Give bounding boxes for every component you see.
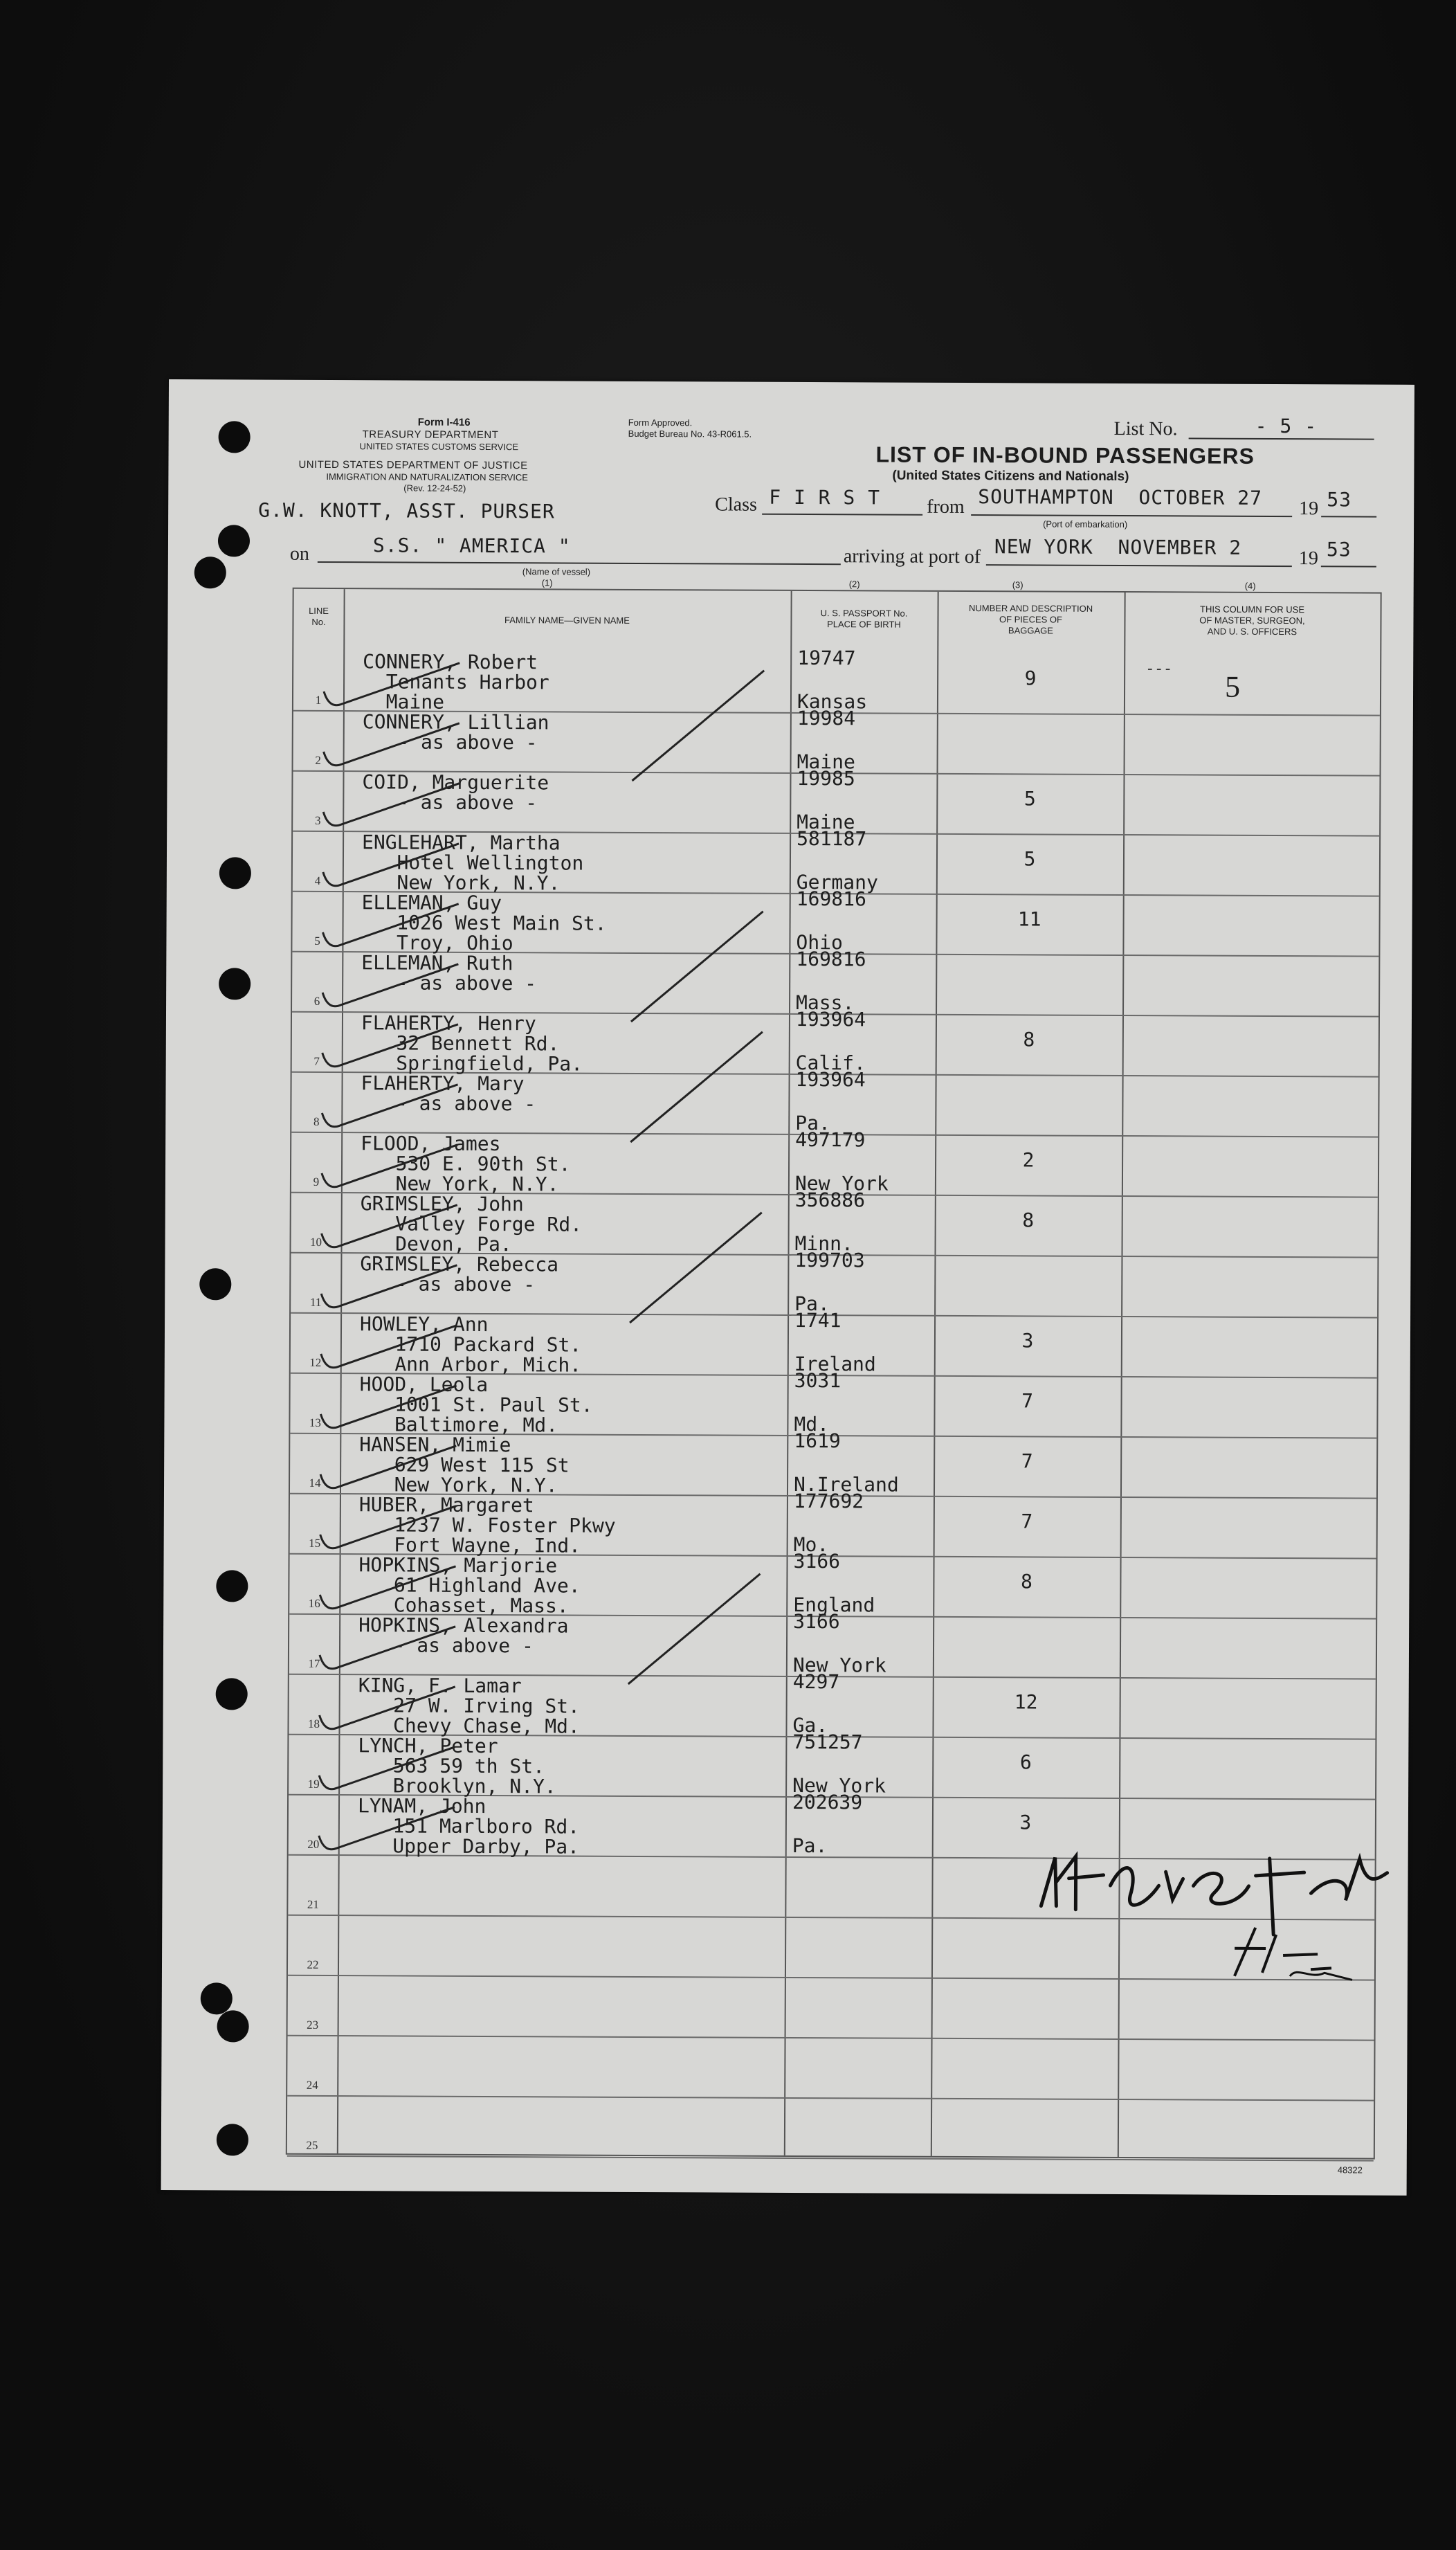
passenger-name: CONNERY, Lillian - as above - bbox=[362, 710, 549, 754]
binder-hole bbox=[217, 2010, 249, 2042]
passport-number: 177692 bbox=[793, 1489, 864, 1513]
from-value: SOUTHAMPTON OCTOBER 27 bbox=[978, 485, 1263, 509]
place-of-birth: Mass. bbox=[796, 991, 855, 1015]
vessel-underline bbox=[318, 561, 841, 565]
column-divider bbox=[784, 591, 792, 2155]
row-number: 18 bbox=[307, 1717, 320, 1730]
baggage-count: 3 bbox=[1019, 1811, 1032, 1834]
passenger-name: COID, Marguerite - as above - bbox=[362, 770, 549, 815]
row-number: 23 bbox=[307, 2018, 319, 2032]
passenger-name: CONNERY, Robert Tenants Harbor Maine bbox=[362, 650, 549, 714]
header-family-name: FAMILY NAME—GIVEN NAME bbox=[504, 615, 630, 626]
row-number: 13 bbox=[309, 1416, 321, 1429]
binder-hole bbox=[216, 1570, 248, 1602]
place-of-birth: N.Ireland bbox=[793, 1472, 899, 1496]
place-of-birth: England bbox=[793, 1593, 875, 1617]
binder-hole bbox=[216, 1678, 248, 1710]
row-divider bbox=[287, 2095, 1374, 2101]
passenger-name: HOOD, Leola 1001 St. Paul St. Baltimore, Md. bbox=[359, 1373, 593, 1437]
row-number: 15 bbox=[309, 1536, 321, 1550]
baggage-count: 11 bbox=[1017, 907, 1041, 931]
vessel-name-label: (Name of vessel) bbox=[522, 566, 591, 577]
form-approved-label: Form Approved. bbox=[628, 417, 693, 428]
row-number: 20 bbox=[307, 1837, 320, 1851]
place-of-birth: Minn. bbox=[794, 1231, 853, 1256]
row-number: 7 bbox=[313, 1054, 320, 1068]
passport-number: 3166 bbox=[793, 1549, 841, 1573]
port-embarkation-label: (Port of embarkation) bbox=[1043, 518, 1128, 530]
passenger-name: HOWLEY, Ann 1710 Packard St. Ann Arbor, Mich. bbox=[359, 1312, 582, 1377]
row-number: 16 bbox=[308, 1596, 320, 1610]
passport-number: 356886 bbox=[794, 1188, 866, 1212]
passenger-name: HOPKINS, Alexandra - as above - bbox=[358, 1613, 569, 1658]
binder-hole bbox=[219, 857, 251, 889]
treasury-label: TREASURY DEPARTMENT bbox=[362, 428, 499, 442]
baggage-count: 9 bbox=[1024, 667, 1037, 690]
baggage-count: 8 bbox=[1020, 1570, 1032, 1593]
place-of-birth: Calif. bbox=[795, 1051, 866, 1075]
year-value-1: 53 bbox=[1327, 488, 1352, 512]
column-number-3: (3) bbox=[1012, 579, 1023, 590]
year-underline-1 bbox=[1321, 516, 1376, 517]
place-of-birth: Ga. bbox=[792, 1713, 828, 1737]
from-underline bbox=[971, 514, 1292, 517]
baggage-count: 6 bbox=[1019, 1751, 1032, 1774]
place-of-birth: New York bbox=[794, 1171, 889, 1195]
passenger-name: HOPKINS, Marjorie 61 Highland Ave. Cohasset, Mass. bbox=[358, 1553, 581, 1618]
place-of-birth: Ohio bbox=[796, 930, 843, 955]
passenger-name: HANSEN, Mimie 629 West 115 St New York, N.Y. bbox=[358, 1433, 570, 1497]
passport-number: 169816 bbox=[796, 947, 866, 971]
baggage-count: 7 bbox=[1021, 1510, 1033, 1533]
baggage-count: 7 bbox=[1021, 1389, 1034, 1413]
passport-number: 1741 bbox=[794, 1308, 841, 1332]
passport-number: 19984 bbox=[797, 706, 856, 730]
class-label: Class bbox=[715, 494, 757, 516]
row-number: 22 bbox=[307, 1957, 319, 1971]
passport-number: 199703 bbox=[794, 1248, 865, 1272]
year-value-2: 53 bbox=[1326, 538, 1352, 561]
justice-label: UNITED STATES DEPARTMENT OF JUSTICE bbox=[298, 458, 528, 472]
place-of-birth: Kansas bbox=[797, 689, 868, 714]
list-no-value: - 5 - bbox=[1255, 414, 1318, 438]
row-number: 9 bbox=[313, 1175, 320, 1188]
row-number: 3 bbox=[314, 813, 321, 827]
row-number: 10 bbox=[310, 1235, 322, 1249]
baggage-count: 5 bbox=[1023, 847, 1036, 871]
class-underline bbox=[762, 514, 922, 516]
row-divider bbox=[287, 2155, 1374, 2162]
row-number: 21 bbox=[307, 1897, 319, 1911]
passport-number: 19747 bbox=[797, 646, 856, 670]
ins-label: IMMIGRATION AND NATURALIZATION SERVICE bbox=[326, 471, 528, 483]
bracket-stroke-icon bbox=[621, 1566, 774, 1692]
bracket-stroke-icon bbox=[625, 663, 778, 788]
header-baggage: NUMBER AND DESCRIPTION OF PIECES OF BAGGAGE bbox=[968, 603, 1093, 636]
passenger-name: GRIMSLEY, Rebecca - as above - bbox=[360, 1252, 559, 1296]
passport-number: 169816 bbox=[796, 887, 866, 911]
passenger-name: ENGLEHART, Martha Hotel Wellington New York, N.Y. bbox=[361, 831, 584, 895]
row-number: 5 bbox=[314, 934, 320, 948]
passport-number: 751257 bbox=[792, 1730, 863, 1754]
row-number: 1 bbox=[315, 693, 322, 707]
place-of-birth: Maine bbox=[797, 750, 855, 774]
column-number-2: (2) bbox=[848, 579, 860, 590]
class-value: F I R S T bbox=[769, 485, 881, 509]
place-of-birth: New York bbox=[792, 1773, 886, 1798]
passenger-name: FLOOD, James 530 E. 90th St. New York, N.Y. bbox=[360, 1132, 571, 1196]
arriving-label: arriving at port of bbox=[843, 545, 981, 568]
arrival-underline bbox=[986, 564, 1292, 567]
customs-label: UNITED STATES CUSTOMS SERVICE bbox=[359, 441, 519, 453]
row-number: 6 bbox=[313, 994, 320, 1008]
baggage-count: 8 bbox=[1022, 1209, 1035, 1232]
form-title: LIST OF IN-BOUND PASSENGERS bbox=[875, 442, 1255, 469]
inspector-signature bbox=[1027, 1843, 1401, 1983]
year-prefix-2: 19 bbox=[1298, 548, 1318, 570]
form-number-label: Form I-416 bbox=[417, 416, 471, 428]
baggage-count: 3 bbox=[1021, 1329, 1034, 1353]
list-no-label: List No. bbox=[1113, 417, 1178, 440]
passport-number: 4297 bbox=[792, 1670, 840, 1694]
passport-number: 193964 bbox=[795, 1007, 866, 1031]
passenger-name: HUBER, Margaret 1237 W. Foster Pkwy Fort Wayne, Ind. bbox=[358, 1493, 616, 1557]
purser-name: G.W. KNOTT, ASST. PURSER bbox=[258, 498, 555, 523]
row-number: 19 bbox=[307, 1777, 320, 1791]
baggage-count: 2 bbox=[1022, 1148, 1035, 1172]
baggage-count: 7 bbox=[1021, 1449, 1033, 1473]
from-label: from bbox=[927, 496, 965, 518]
row-number: 11 bbox=[309, 1295, 322, 1309]
binder-hole bbox=[194, 557, 226, 588]
on-label: on bbox=[289, 543, 309, 565]
passport-number: 19985 bbox=[797, 766, 855, 790]
header-passport: U. S. PASSPORT No. PLACE OF BIRTH bbox=[820, 608, 908, 630]
place-of-birth: Germany bbox=[796, 870, 878, 894]
baggage-count: 12 bbox=[1014, 1690, 1038, 1714]
row-number: 4 bbox=[314, 874, 321, 887]
header-officers: THIS COLUMN FOR USE OF MASTER, SURGEON, AND U. S. OFFICERS bbox=[1199, 604, 1305, 638]
row-number: 25 bbox=[306, 2138, 318, 2152]
passenger-name: ELLEMAN, Guy 1026 West Main St. Troy, Ohio bbox=[361, 891, 607, 955]
bracket-stroke-icon bbox=[624, 1024, 776, 1150]
binder-hole bbox=[219, 421, 251, 453]
list-no-underline bbox=[1189, 437, 1374, 440]
baggage-count: 8 bbox=[1023, 1028, 1035, 1051]
passenger-name: LYNCH, Peter 563 59 th St. Brooklyn, N.Y. bbox=[358, 1734, 556, 1798]
place-of-birth: Mo. bbox=[793, 1532, 829, 1557]
vessel-name: S.S. " AMERICA " bbox=[372, 534, 571, 558]
place-of-birth: Md. bbox=[794, 1412, 830, 1436]
passenger-name: ELLEMAN, Ruth - as above - bbox=[361, 951, 537, 995]
revision-label: (Rev. 12-24-52) bbox=[403, 482, 466, 494]
passport-number: 1619 bbox=[794, 1429, 841, 1453]
bracket-stroke-icon bbox=[624, 904, 777, 1029]
row-number: 12 bbox=[309, 1355, 322, 1369]
form-stock-number: 48322 bbox=[1337, 2164, 1363, 2176]
row-number: 2 bbox=[315, 753, 321, 767]
passport-number: 202639 bbox=[792, 1790, 863, 1814]
passport-number: 3031 bbox=[794, 1368, 841, 1393]
passenger-name: FLAHERTY, Henry 32 Bennett Rd. Springfield, Pa. bbox=[361, 1011, 583, 1076]
column-number-4: (4) bbox=[1244, 580, 1256, 591]
header-line-no: LINE No. bbox=[309, 605, 329, 627]
place-of-birth: Ireland bbox=[794, 1352, 876, 1376]
column-number-1: (1) bbox=[541, 577, 553, 588]
binder-hole bbox=[219, 968, 251, 1000]
place-of-birth: New York bbox=[792, 1653, 886, 1677]
passport-number: 193964 bbox=[795, 1067, 866, 1092]
passport-number: 497179 bbox=[795, 1128, 866, 1152]
row-number: 17 bbox=[308, 1656, 320, 1670]
row-number: 8 bbox=[313, 1114, 320, 1128]
year-underline-2 bbox=[1321, 566, 1376, 567]
binder-hole bbox=[217, 2124, 248, 2155]
binder-hole bbox=[218, 525, 250, 557]
year-prefix-1: 19 bbox=[1299, 498, 1319, 520]
place-of-birth: Pa. bbox=[795, 1111, 830, 1135]
budget-label: Budget Bureau No. 43-R061.5. bbox=[628, 428, 752, 440]
row-number: 24 bbox=[306, 2078, 318, 2092]
place-of-birth: Pa. bbox=[792, 1834, 828, 1858]
column-divider bbox=[931, 592, 939, 2156]
baggage-count: 5 bbox=[1023, 787, 1036, 811]
place-of-birth: Pa. bbox=[794, 1292, 830, 1316]
passport-number: 3166 bbox=[793, 1609, 840, 1634]
row-divider bbox=[288, 2035, 1374, 2041]
check-mark-icon bbox=[316, 1801, 468, 1864]
officer-note: 5 bbox=[1224, 669, 1241, 704]
passenger-name: LYNAM, John 151 Marlboro Rd. Upper Darby, Pa. bbox=[357, 1794, 580, 1859]
passenger-name: FLAHERTY, Mary - as above - bbox=[361, 1071, 536, 1116]
row-number: 14 bbox=[309, 1476, 321, 1490]
arrival-value: NEW YORK NOVEMBER 2 bbox=[994, 535, 1242, 559]
bracket-stroke-icon bbox=[623, 1205, 776, 1330]
passenger-name: GRIMSLEY, John Valley Forge Rd. Devon, Pa. bbox=[360, 1192, 583, 1256]
officer-marks: - - - bbox=[1147, 659, 1171, 677]
place-of-birth: Maine bbox=[797, 810, 855, 834]
binder-hole bbox=[201, 1982, 233, 2014]
passenger-name: KING, F. Lamar 27 W. Irving St. Chevy Chase, Md. bbox=[358, 1674, 581, 1738]
form-subtitle: (United States Citizens and Nationals) bbox=[892, 468, 1129, 485]
passport-number: 581187 bbox=[797, 826, 867, 851]
binder-hole bbox=[199, 1268, 231, 1300]
manifest-page bbox=[161, 379, 1414, 2196]
